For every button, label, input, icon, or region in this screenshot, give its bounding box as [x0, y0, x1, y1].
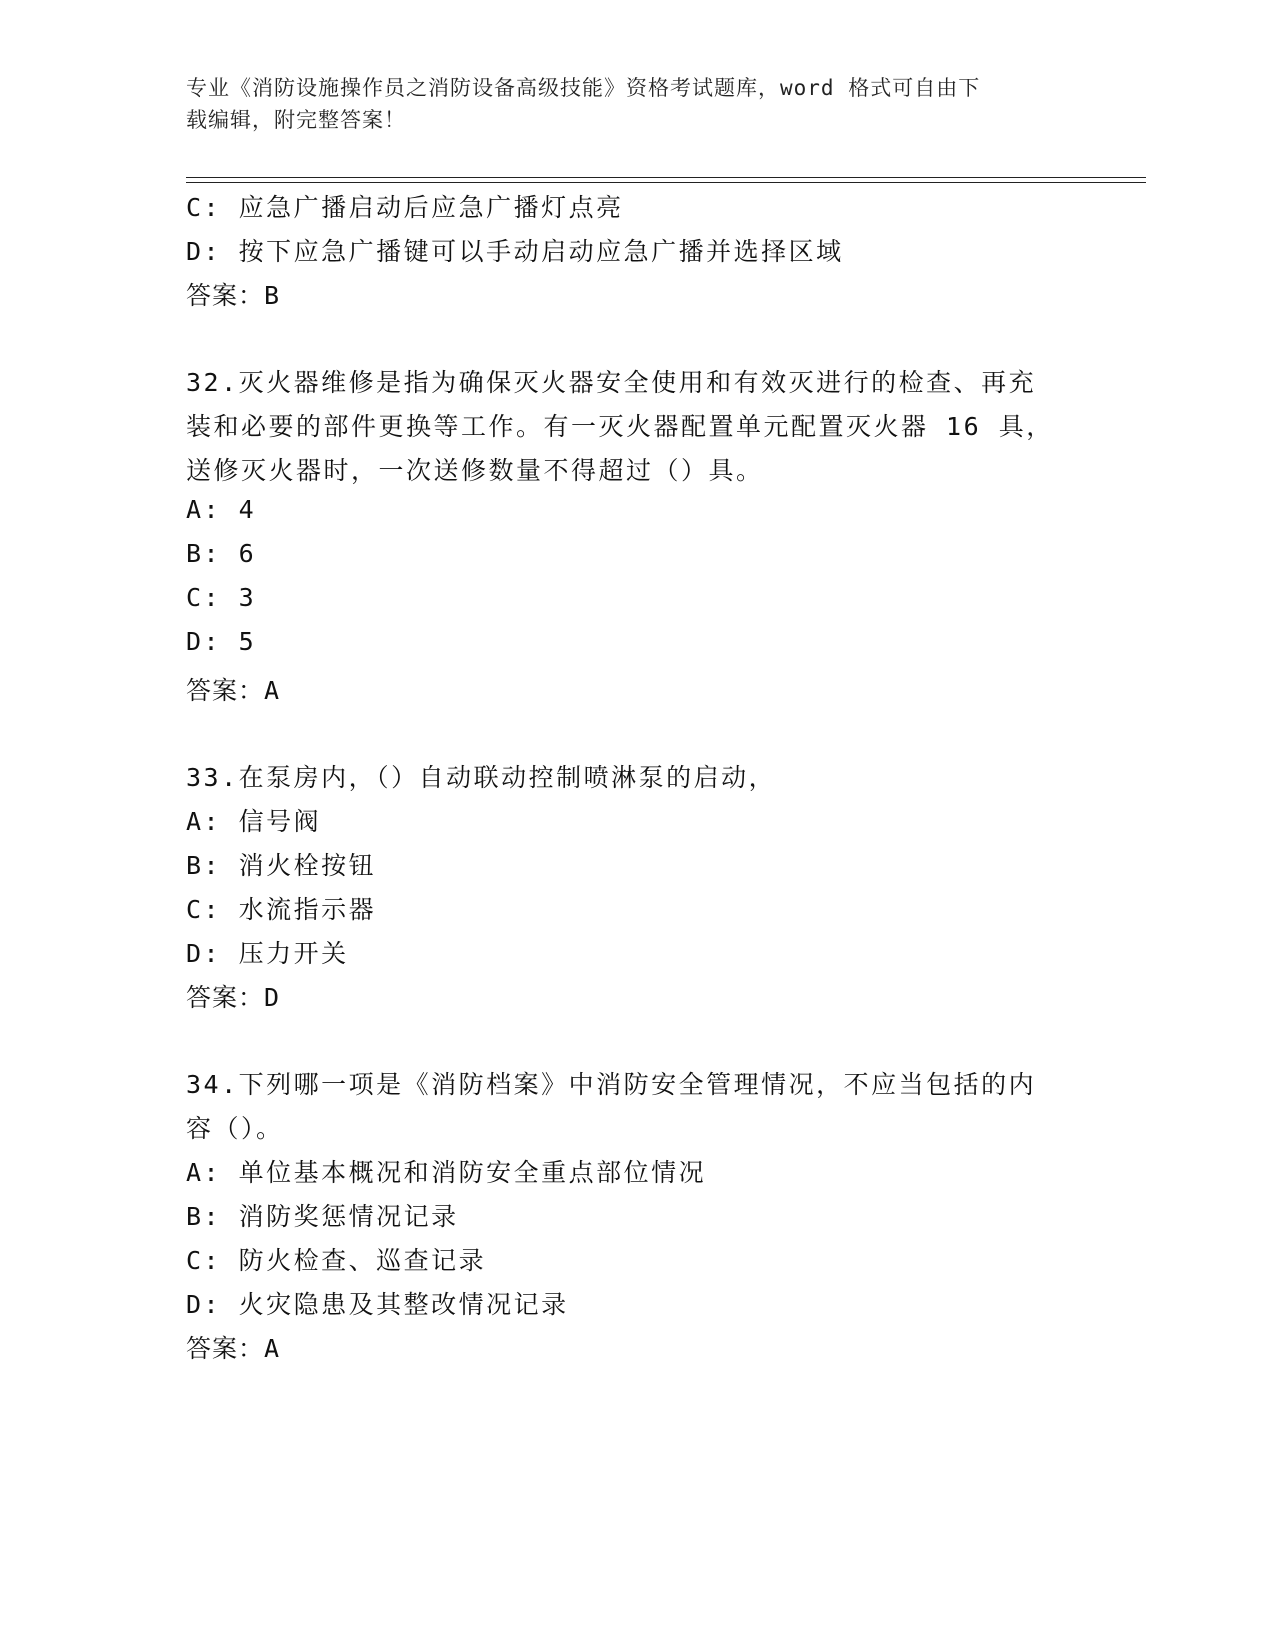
q32-option-c: C: 3: [186, 583, 257, 612]
header-line-1: 专业《消防设施操作员之消防设备高级技能》资格考试题库，word 格式可自由下: [186, 76, 981, 100]
q32-answer: 答案：A: [186, 676, 281, 705]
q34-option-a: A: 单位基本概况和消防安全重点部位情况: [186, 1158, 707, 1187]
prev-option-d: D: 按下应急广播键可以手动启动应急广播并选择区域: [186, 237, 844, 266]
q32-option-b: B: 6: [186, 539, 257, 568]
header-divider-top: [186, 177, 1146, 178]
q33-option-b: B: 消火栓按钮: [186, 851, 377, 880]
q34-option-d: D: 火灾隐患及其整改情况记录: [186, 1290, 569, 1319]
q32-stem-line-1: 32.灭火器维修是指为确保灭火器安全使用和有效灭进行的检查、再充: [186, 368, 1037, 397]
header-divider-bottom: [186, 182, 1146, 183]
q33-option-d: D: 压力开关: [186, 939, 349, 968]
q32-option-d: D: 5: [186, 627, 257, 656]
prev-option-c: C: 应急广播启动后应急广播灯点亮: [186, 193, 624, 222]
q33-option-a: A: 信号阀: [186, 807, 322, 836]
q34-option-b: B: 消防奖惩情况记录: [186, 1202, 459, 1231]
q33-option-c: C: 水流指示器: [186, 895, 377, 924]
q34-stem-line-2: 容（）。: [186, 1114, 284, 1143]
q33-stem-line-1: 33.在泵房内，（）自动联动控制喷淋泵的启动，: [186, 763, 777, 792]
header-line-2: 载编辑，附完整答案！: [186, 108, 406, 132]
q34-answer: 答案：A: [186, 1334, 281, 1363]
q32-stem-line-2: 装和必要的部件更换等工作。有一灭火器配置单元配置灭火器 16 具，: [186, 412, 1054, 441]
prev-answer: 答案：B: [186, 281, 281, 310]
document-header: [186, 72, 1056, 136]
q34-option-c: C: 防火检查、巡查记录: [186, 1246, 487, 1275]
q32-option-a: A: 4: [186, 495, 257, 524]
q32-stem-line-3: 送修灭火器时，一次送修数量不得超过（）具。: [186, 456, 764, 485]
q33-answer: 答案：D: [186, 983, 281, 1012]
q34-stem-line-1: 34.下列哪一项是《消防档案》中消防安全管理情况，不应当包括的内: [186, 1070, 1037, 1099]
